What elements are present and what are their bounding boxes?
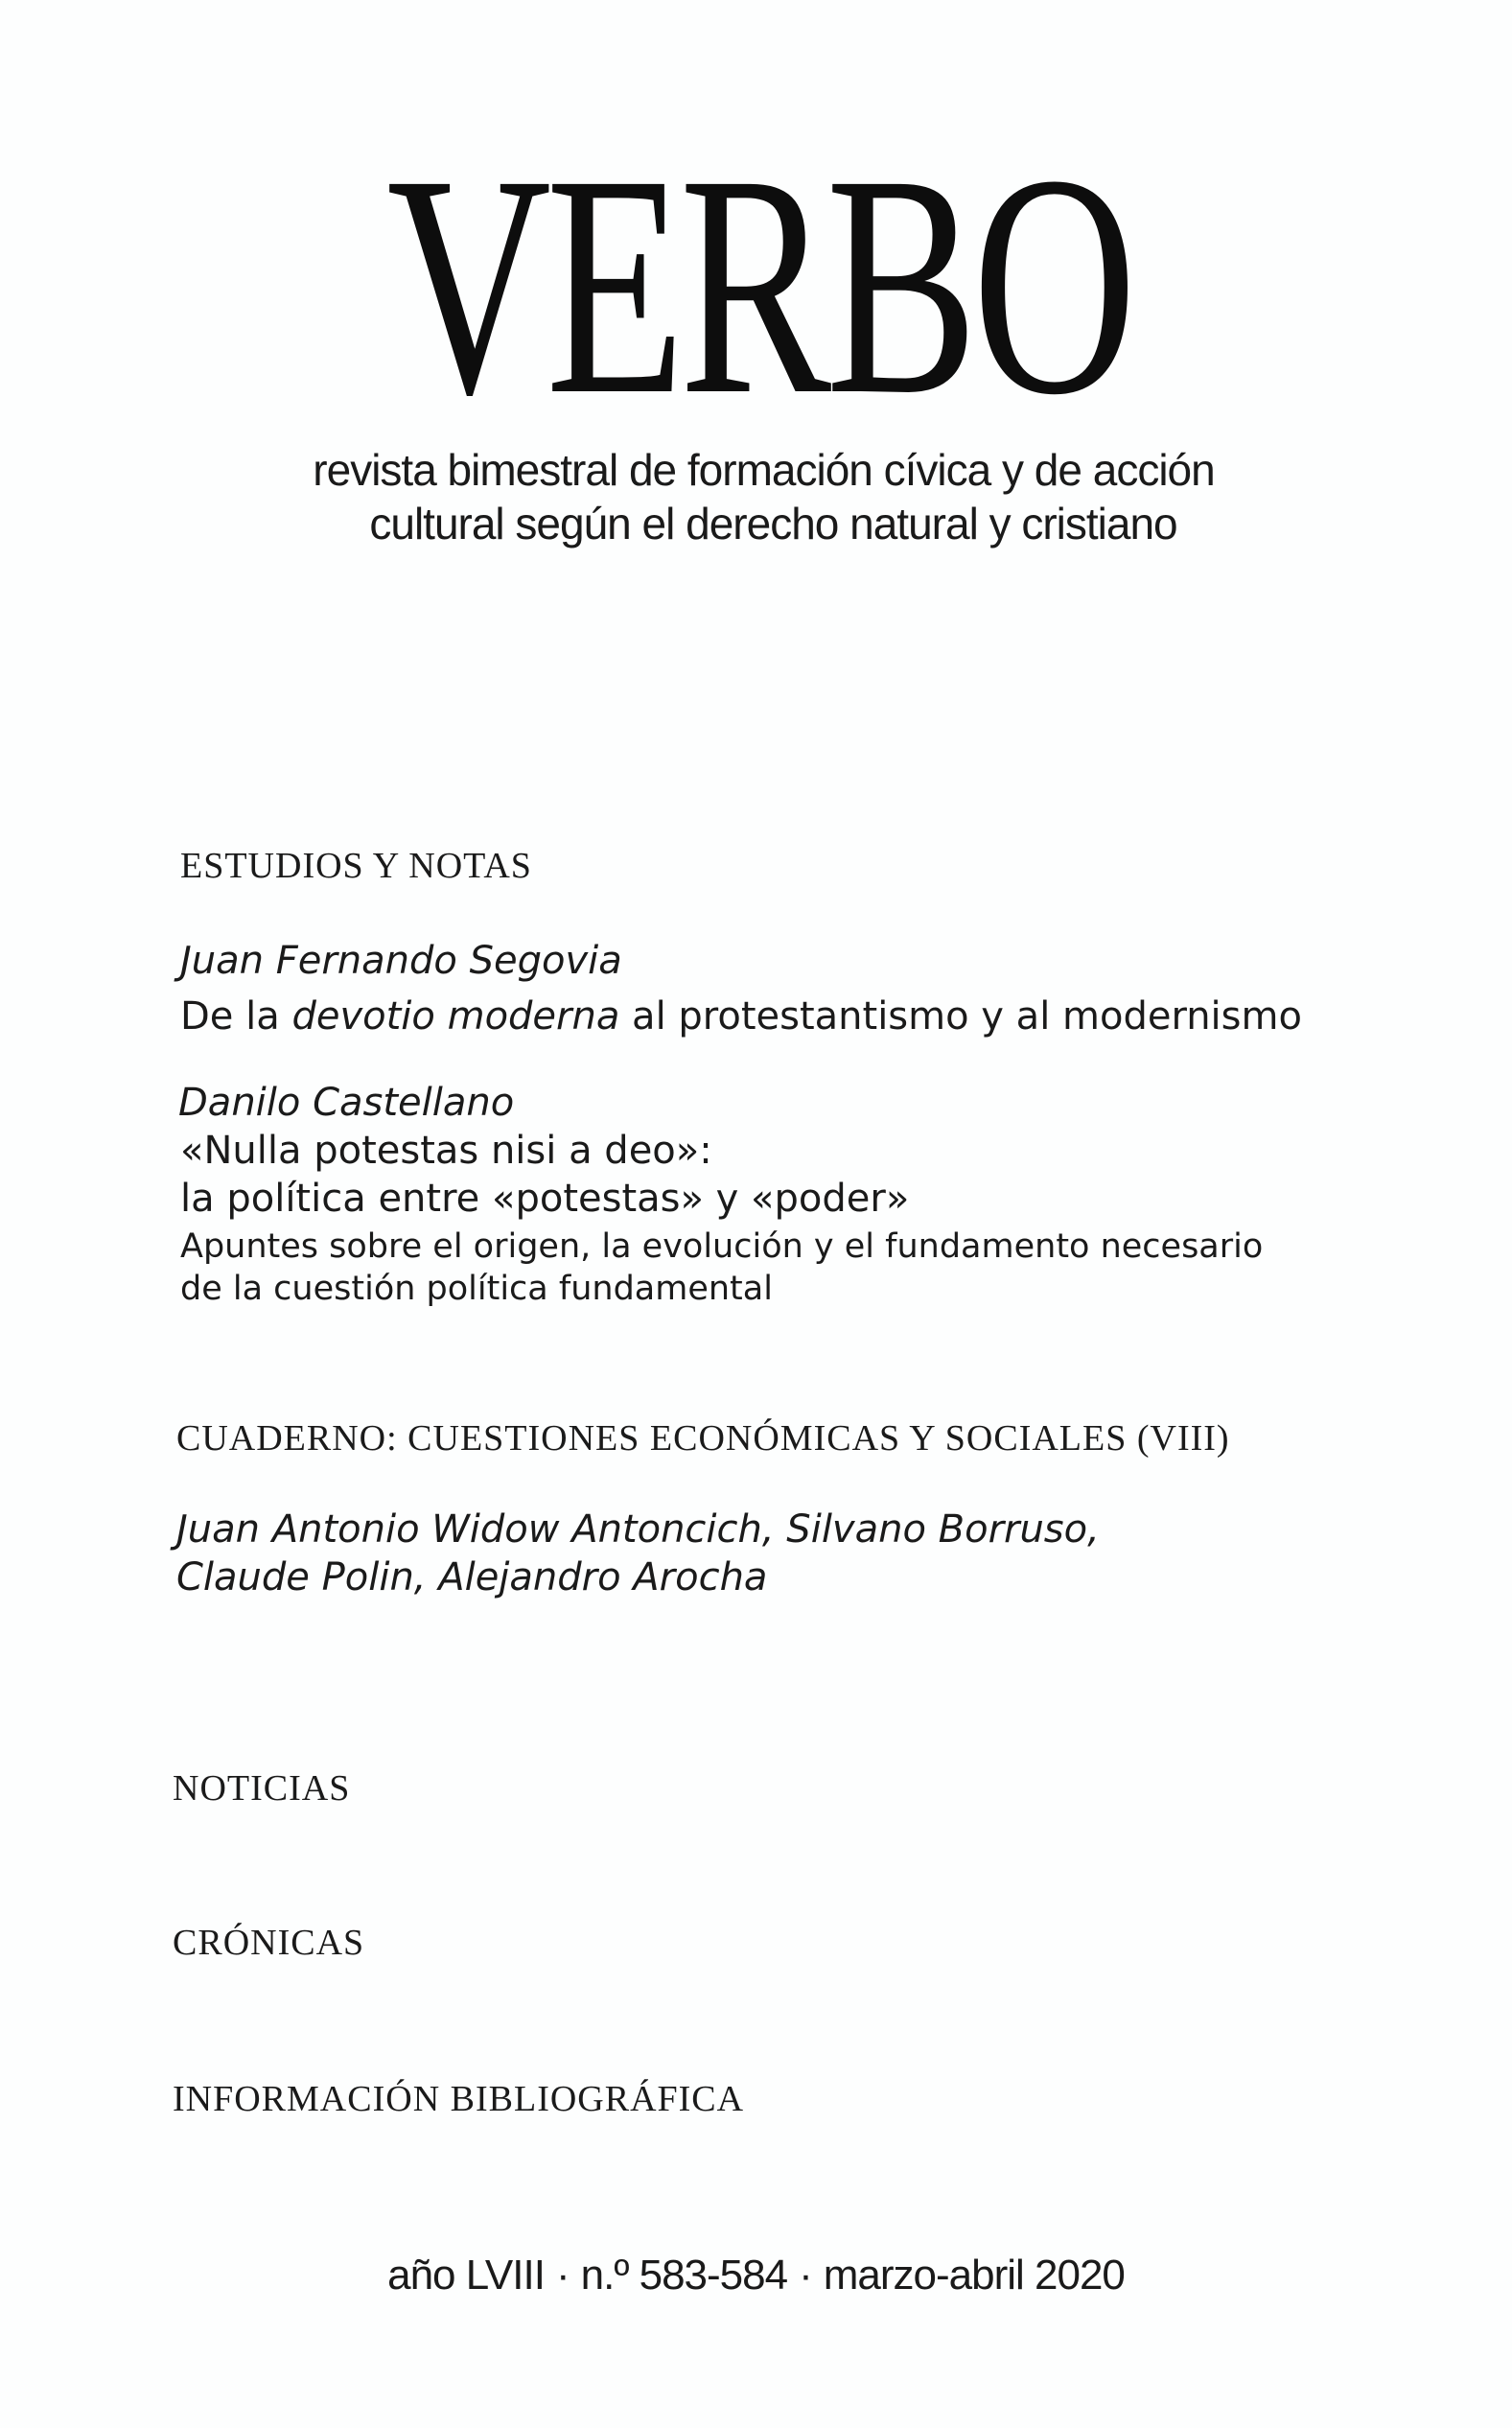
article2-subtitle-line1: Apuntes sobre el origen, la evolución y el fundamento necesario	[180, 1227, 1264, 1266]
section-heading-informacion: INFORMACIÓN BIBLIOGRÁFICA	[173, 2079, 745, 2119]
article1-title-pre: De la	[180, 994, 292, 1039]
article2-author: Danilo Castellano	[178, 1081, 515, 1125]
footer-separator-2: ·	[799, 2252, 812, 2299]
article1-title-post: al protestantismo y al modernismo	[619, 994, 1302, 1039]
article2-subtitle-line2: de la cuestión política fundamental	[180, 1270, 773, 1308]
section-heading-estudios: ESTUDIOS Y NOTAS	[180, 846, 532, 886]
section-heading-cronicas: CRÓNICAS	[173, 1923, 365, 1963]
article1-author: Juan Fernando Segovia	[180, 939, 622, 983]
issue-number: n.º 583-584	[580, 2252, 788, 2299]
issue-date: marzo-abril 2020	[823, 2252, 1125, 2299]
cuaderno-authors-line1: Juan Antonio Widow Antoncich, Silvano Borruso,	[176, 1507, 1100, 1552]
article2-title-line2: la política entre «potestas» y «poder»	[180, 1177, 910, 1221]
journal-title: VERBO	[386, 110, 1131, 460]
footer-separator-1: ·	[555, 2252, 570, 2299]
issue-year: año LVIII	[387, 2252, 545, 2299]
journal-subtitle-line2: cultural según el derecho natural y cristiano	[369, 499, 1177, 549]
article2-title-line1: «Nulla potestas nisi a deo»:	[180, 1129, 712, 1173]
cuaderno-authors-line2: Claude Polin, Alejandro Arocha	[176, 1555, 768, 1599]
journal-subtitle-line1: revista bimestral de formación cívica y de acción	[313, 445, 1215, 495]
section-heading-noticias: NOTICIAS	[173, 1768, 351, 1809]
section-heading-cuaderno: CUADERNO: CUESTIONES ECONÓMICAS Y SOCIALES (VIII)	[176, 1418, 1230, 1459]
issue-footer	[0, 2250, 1512, 2301]
article1-title-italic: devotio moderna	[291, 994, 620, 1039]
article1-title	[180, 992, 1302, 1040]
